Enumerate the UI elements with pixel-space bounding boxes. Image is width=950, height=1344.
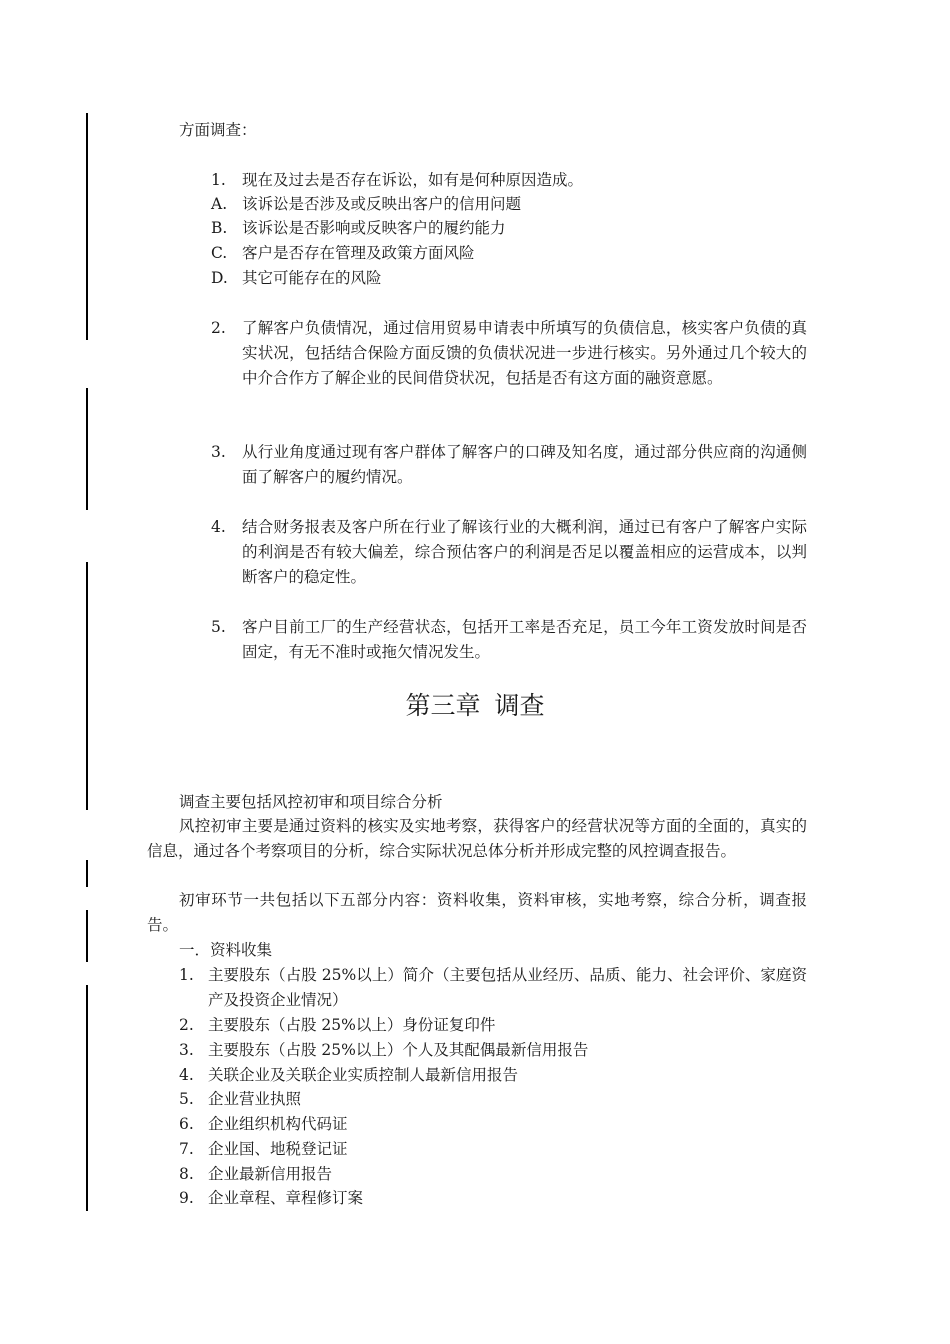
section-heading: 一．资料收集 xyxy=(179,941,273,959)
list-item-text: 企业国、地税登记证 xyxy=(208,1140,348,1158)
revision-bar xyxy=(86,860,88,887)
list-item-text: 关联企业及关联企业实质控制人最新信用报告 xyxy=(208,1066,519,1084)
numbered-paragraph: 结合财务报表及客户所在行业了解该行业的大概利润，通过已有客户了解客户实际的利润是否有较大偏差，综合预估客户的利润是否足以覆盖相应的运营成本，以判断客户的稳定性。 xyxy=(242,518,807,586)
list-marker: A. xyxy=(211,195,228,213)
list-marker: 8. xyxy=(179,1165,194,1183)
list-marker: 4. xyxy=(179,1066,194,1084)
list-item-text: 其它可能存在的风险 xyxy=(242,269,382,287)
list-item-text: 主要股东（占股 25%以上）简介（主要包括从业经历、品质、能力、社会评价、家庭资产及投资企业情况） xyxy=(208,966,807,1009)
list-item-text: 企业营业执照 xyxy=(208,1090,302,1108)
numbered-paragraph: 从行业角度通过现有客户群体了解客户的口碑及知名度，通过部分供应商的沟通侧面了解客户的履约情况。 xyxy=(242,443,807,486)
list-item-text: 现在及过去是否存在诉讼，如有是何种原因造成。 xyxy=(242,171,584,189)
list-marker: 9. xyxy=(179,1189,194,1207)
list-item-text: 主要股东（占股 25%以上）身份证复印件 xyxy=(208,1016,496,1034)
chapter-number: 第三章 xyxy=(405,691,481,720)
list-marker: 1. xyxy=(211,171,226,189)
numbered-paragraph: 客户目前工厂的生产经营状态，包括开工率是否充足，员工今年工资发放时间是否固定，有无不准时或拖欠情况发生。 xyxy=(242,618,807,661)
list-marker: D. xyxy=(211,269,228,287)
list-item-text: 企业最新信用报告 xyxy=(208,1165,333,1183)
list-marker: 6. xyxy=(179,1115,194,1133)
list-item-text: 企业章程、章程修订案 xyxy=(208,1189,364,1207)
list-item-text: 企业组织机构代码证 xyxy=(208,1115,348,1133)
list-marker: 5. xyxy=(179,1090,194,1108)
list-marker: B. xyxy=(211,219,228,237)
chapter-heading xyxy=(0,688,950,724)
list-marker: 1. xyxy=(179,966,194,984)
list-marker: 2. xyxy=(179,1016,194,1034)
list-marker: 3. xyxy=(179,1041,194,1059)
list-marker: 5. xyxy=(211,618,226,636)
revision-bar xyxy=(86,388,88,510)
list-marker: 2. xyxy=(211,319,226,337)
list-item-text: 该诉讼是否影响或反映客户的履约能力 xyxy=(242,219,506,237)
body-paragraph: 调查主要包括风控初审和项目综合分析 xyxy=(179,793,443,811)
intro-line: 方面调查： xyxy=(179,121,257,139)
list-item-text: 主要股东（占股 25%以上）个人及其配偶最新信用报告 xyxy=(208,1041,589,1059)
revision-bar xyxy=(86,562,88,810)
revision-bar xyxy=(86,910,88,962)
chapter-title: 调查 xyxy=(494,691,545,720)
list-item-text: 客户是否存在管理及政策方面风险 xyxy=(242,244,475,262)
numbered-paragraph: 了解客户负债情况，通过信用贸易申请表中所填写的负债信息，核实客户负债的真实状况，包括结合保险方面反馈的负债状况进一步进行核实。另外通过几个较大的中介合作方了解企业的民间借贷状况，包括是否有这方面的融资意愿。 xyxy=(242,319,807,387)
revision-bar xyxy=(86,113,88,340)
list-marker: 4. xyxy=(211,518,226,536)
list-marker: 3. xyxy=(211,443,226,461)
body-paragraph: 初审环节一共包括以下五部分内容：资料收集，资料审核，实地考察，综合分析，调查报告。 xyxy=(147,891,807,934)
list-marker: C. xyxy=(211,244,228,262)
revision-bar xyxy=(86,985,88,1211)
body-paragraph: 风控初审主要是通过资料的核实及实地考察，获得客户的经营状况等方面的全面的，真实的信息，通过各个考察项目的分析，综合实际状况总体分析并形成完整的风控调查报告。 xyxy=(147,817,807,860)
list-marker: 7. xyxy=(179,1140,194,1158)
list-item-text: 该诉讼是否涉及或反映出客户的信用问题 xyxy=(242,195,522,213)
